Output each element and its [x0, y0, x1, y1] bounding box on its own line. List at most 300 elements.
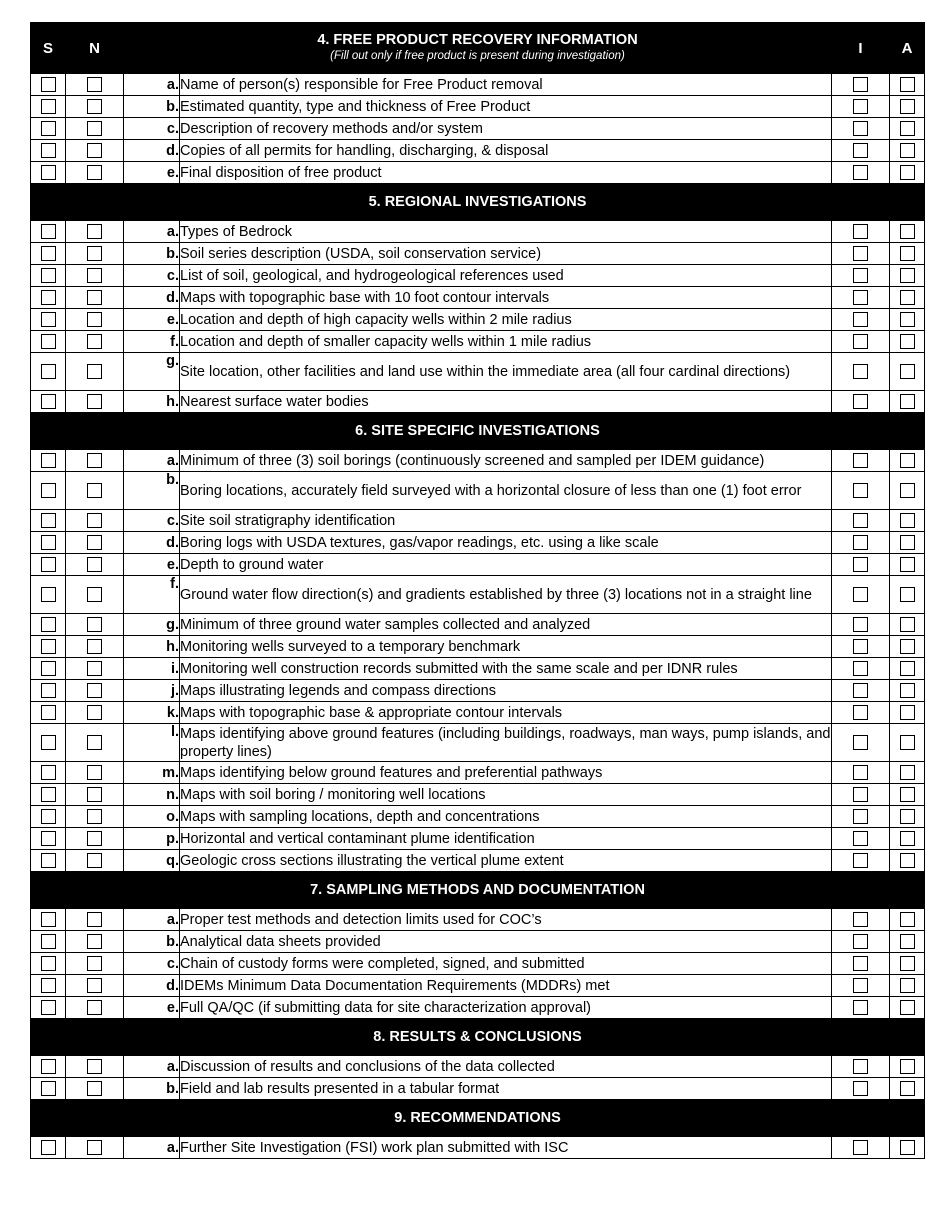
a-checkbox[interactable]: [900, 735, 915, 750]
i-cell: [832, 510, 890, 532]
a-checkbox[interactable]: [900, 268, 915, 283]
s-checkbox[interactable]: [41, 334, 56, 349]
s-checkbox[interactable]: [41, 557, 56, 572]
item-text: Maps with topographic base & appropriate contour intervals: [180, 702, 832, 724]
i-cell: [832, 243, 890, 265]
n-checkbox[interactable]: [87, 912, 102, 927]
checklist-row: [31, 1137, 925, 1159]
s-cell: [31, 680, 66, 702]
a-cell: [890, 510, 925, 532]
a-cell: [890, 931, 925, 953]
i-cell: [832, 1137, 890, 1159]
column-header-n: N: [66, 23, 124, 74]
checklist-row: [31, 140, 925, 162]
n-cell: [66, 953, 124, 975]
checklist-row: [31, 510, 925, 532]
i-checkbox[interactable]: [853, 1140, 868, 1155]
i-checkbox[interactable]: [853, 639, 868, 654]
i-cell: [832, 680, 890, 702]
n-checkbox[interactable]: [87, 683, 102, 698]
i-cell: [832, 576, 890, 614]
i-checkbox[interactable]: [853, 1081, 868, 1096]
i-cell: [832, 724, 890, 762]
s-cell: [31, 953, 66, 975]
checklist-row: [31, 806, 925, 828]
checklist-row: [31, 353, 925, 391]
i-checkbox[interactable]: [853, 557, 868, 572]
checklist-row: [31, 450, 925, 472]
item-letter: j.: [124, 680, 180, 702]
a-checkbox[interactable]: [900, 99, 915, 114]
a-cell: [890, 975, 925, 997]
s-checkbox[interactable]: [41, 1000, 56, 1015]
s-checkbox[interactable]: [41, 617, 56, 632]
i-checkbox[interactable]: [853, 1059, 868, 1074]
a-checkbox[interactable]: [900, 1140, 915, 1155]
a-checkbox[interactable]: [900, 853, 915, 868]
a-cell: [890, 140, 925, 162]
a-cell: [890, 784, 925, 806]
item-text: Proper test methods and detection limits used for COC’s: [180, 909, 832, 931]
checklist-row: [31, 614, 925, 636]
i-checkbox[interactable]: [853, 77, 868, 92]
s-checkbox[interactable]: [41, 77, 56, 92]
s-checkbox[interactable]: [41, 1059, 56, 1074]
i-checkbox[interactable]: [853, 453, 868, 468]
a-checkbox[interactable]: [900, 587, 915, 602]
s-cell: [31, 576, 66, 614]
item-letter: e.: [124, 997, 180, 1019]
column-header-s: S: [31, 23, 66, 74]
i-cell: [832, 658, 890, 680]
n-checkbox[interactable]: [87, 1081, 102, 1096]
checklist-row: [31, 243, 925, 265]
s-checkbox[interactable]: [41, 912, 56, 927]
i-checkbox[interactable]: [853, 99, 868, 114]
i-checkbox[interactable]: [853, 661, 868, 676]
n-checkbox[interactable]: [87, 809, 102, 824]
a-checkbox[interactable]: [900, 334, 915, 349]
s-checkbox[interactable]: [41, 394, 56, 409]
s-cell: [31, 74, 66, 96]
s-checkbox[interactable]: [41, 224, 56, 239]
i-checkbox[interactable]: [853, 735, 868, 750]
i-checkbox[interactable]: [853, 121, 868, 136]
n-checkbox[interactable]: [87, 705, 102, 720]
a-checkbox[interactable]: [900, 831, 915, 846]
s-checkbox[interactable]: [41, 268, 56, 283]
i-checkbox[interactable]: [853, 394, 868, 409]
n-checkbox[interactable]: [87, 513, 102, 528]
item-text: Boring logs with USDA textures, gas/vapor readings, etc. using a like scale: [180, 532, 832, 554]
n-cell: [66, 96, 124, 118]
section-title-cell: [124, 23, 832, 74]
a-cell: [890, 909, 925, 931]
s-cell: [31, 762, 66, 784]
i-checkbox[interactable]: [853, 224, 868, 239]
a-cell: [890, 702, 925, 724]
i-checkbox[interactable]: [853, 809, 868, 824]
item-letter: a.: [124, 74, 180, 96]
checklist-row: [31, 784, 925, 806]
item-letter: a.: [124, 450, 180, 472]
n-checkbox[interactable]: [87, 394, 102, 409]
checklist-row: [31, 997, 925, 1019]
i-checkbox[interactable]: [853, 143, 868, 158]
i-checkbox[interactable]: [853, 483, 868, 498]
a-checkbox[interactable]: [900, 224, 915, 239]
n-cell: [66, 309, 124, 331]
i-checkbox[interactable]: [853, 268, 868, 283]
a-checkbox[interactable]: [900, 1059, 915, 1074]
checklist-row: [31, 96, 925, 118]
n-cell: [66, 287, 124, 309]
a-cell: [890, 118, 925, 140]
s-checkbox[interactable]: [41, 1081, 56, 1096]
n-cell: [66, 975, 124, 997]
a-checkbox[interactable]: [900, 765, 915, 780]
s-checkbox[interactable]: [41, 99, 56, 114]
item-letter: b.: [124, 96, 180, 118]
s-checkbox[interactable]: [41, 121, 56, 136]
s-checkbox[interactable]: [41, 765, 56, 780]
section-header: [31, 413, 925, 450]
checklist-row: [31, 532, 925, 554]
a-checkbox[interactable]: [900, 364, 915, 379]
a-cell: [890, 828, 925, 850]
i-cell: [832, 762, 890, 784]
section-header: [31, 1019, 925, 1056]
s-cell: [31, 265, 66, 287]
n-checkbox[interactable]: [87, 956, 102, 971]
a-checkbox[interactable]: [900, 705, 915, 720]
checklist-row: [31, 287, 925, 309]
a-cell: [890, 532, 925, 554]
n-cell: [66, 353, 124, 391]
n-checkbox[interactable]: [87, 978, 102, 993]
s-checkbox[interactable]: [41, 853, 56, 868]
s-checkbox[interactable]: [41, 453, 56, 468]
n-checkbox[interactable]: [87, 290, 102, 305]
a-cell: [890, 1137, 925, 1159]
s-cell: [31, 975, 66, 997]
n-checkbox[interactable]: [87, 334, 102, 349]
checklist-row: [31, 472, 925, 510]
n-checkbox[interactable]: [87, 557, 102, 572]
s-cell: [31, 1078, 66, 1100]
checklist-row: [31, 953, 925, 975]
a-cell: [890, 472, 925, 510]
a-checkbox[interactable]: [900, 683, 915, 698]
item-letter: k.: [124, 702, 180, 724]
s-checkbox[interactable]: [41, 683, 56, 698]
n-checkbox[interactable]: [87, 587, 102, 602]
item-letter: p.: [124, 828, 180, 850]
n-checkbox[interactable]: [87, 934, 102, 949]
n-checkbox[interactable]: [87, 1000, 102, 1015]
a-checkbox[interactable]: [900, 978, 915, 993]
i-checkbox[interactable]: [853, 787, 868, 802]
s-checkbox[interactable]: [41, 934, 56, 949]
n-checkbox[interactable]: [87, 661, 102, 676]
i-checkbox[interactable]: [853, 617, 868, 632]
a-checkbox[interactable]: [900, 165, 915, 180]
section-title: 6. SITE SPECIFIC INVESTIGATIONS: [31, 413, 925, 450]
i-checkbox[interactable]: [853, 364, 868, 379]
a-checkbox[interactable]: [900, 912, 915, 927]
i-checkbox[interactable]: [853, 831, 868, 846]
a-cell: [890, 658, 925, 680]
i-checkbox[interactable]: [853, 165, 868, 180]
n-checkbox[interactable]: [87, 312, 102, 327]
n-cell: [66, 997, 124, 1019]
item-letter: e.: [124, 309, 180, 331]
s-checkbox[interactable]: [41, 705, 56, 720]
s-checkbox[interactable]: [41, 364, 56, 379]
item-letter: f.: [124, 576, 180, 614]
item-text: Depth to ground water: [180, 554, 832, 576]
s-checkbox[interactable]: [41, 165, 56, 180]
i-checkbox[interactable]: [853, 705, 868, 720]
n-cell: [66, 614, 124, 636]
item-letter: c.: [124, 265, 180, 287]
item-text: Copies of all permits for handling, discharging, & disposal: [180, 140, 832, 162]
s-checkbox[interactable]: [41, 809, 56, 824]
s-checkbox[interactable]: [41, 978, 56, 993]
item-text: Further Site Investigation (FSI) work plan submitted with ISC: [180, 1137, 832, 1159]
n-checkbox[interactable]: [87, 1059, 102, 1074]
a-cell: [890, 997, 925, 1019]
i-cell: [832, 1078, 890, 1100]
a-checkbox[interactable]: [900, 956, 915, 971]
item-letter: n.: [124, 784, 180, 806]
s-checkbox[interactable]: [41, 639, 56, 654]
a-checkbox[interactable]: [900, 934, 915, 949]
i-cell: [832, 975, 890, 997]
checklist-row: [31, 162, 925, 184]
i-checkbox[interactable]: [853, 978, 868, 993]
i-checkbox[interactable]: [853, 934, 868, 949]
a-cell: [890, 636, 925, 658]
n-checkbox[interactable]: [87, 787, 102, 802]
a-cell: [890, 450, 925, 472]
a-checkbox[interactable]: [900, 809, 915, 824]
a-checkbox[interactable]: [900, 513, 915, 528]
i-cell: [832, 287, 890, 309]
i-cell: [832, 265, 890, 287]
a-checkbox[interactable]: [900, 143, 915, 158]
i-checkbox[interactable]: [853, 312, 868, 327]
a-checkbox[interactable]: [900, 121, 915, 136]
item-letter: g.: [124, 353, 180, 391]
a-cell: [890, 576, 925, 614]
s-checkbox[interactable]: [41, 1140, 56, 1155]
item-letter: d.: [124, 532, 180, 554]
s-checkbox[interactable]: [41, 831, 56, 846]
i-cell: [832, 331, 890, 353]
i-cell: [832, 784, 890, 806]
n-checkbox[interactable]: [87, 77, 102, 92]
i-checkbox[interactable]: [853, 535, 868, 550]
n-checkbox[interactable]: [87, 639, 102, 654]
i-checkbox[interactable]: [853, 334, 868, 349]
a-checkbox[interactable]: [900, 661, 915, 676]
checklist-row: [31, 221, 925, 243]
s-cell: [31, 1056, 66, 1078]
item-letter: e.: [124, 162, 180, 184]
i-cell: [832, 614, 890, 636]
n-checkbox[interactable]: [87, 165, 102, 180]
s-checkbox[interactable]: [41, 787, 56, 802]
item-letter: g.: [124, 614, 180, 636]
i-checkbox[interactable]: [853, 587, 868, 602]
i-cell: [832, 702, 890, 724]
item-text: Full QA/QC (if submitting data for site characterization approval): [180, 997, 832, 1019]
item-text: Minimum of three ground water samples collected and analyzed: [180, 614, 832, 636]
s-cell: [31, 828, 66, 850]
a-checkbox[interactable]: [900, 246, 915, 261]
s-cell: [31, 658, 66, 680]
a-checkbox[interactable]: [900, 535, 915, 550]
item-text: Description of recovery methods and/or system: [180, 118, 832, 140]
i-cell: [832, 162, 890, 184]
s-checkbox[interactable]: [41, 143, 56, 158]
n-cell: [66, 724, 124, 762]
n-cell: [66, 1137, 124, 1159]
n-cell: [66, 265, 124, 287]
n-checkbox[interactable]: [87, 224, 102, 239]
item-letter: b.: [124, 472, 180, 510]
a-checkbox[interactable]: [900, 394, 915, 409]
i-cell: [832, 828, 890, 850]
item-letter: d.: [124, 287, 180, 309]
a-cell: [890, 287, 925, 309]
i-checkbox[interactable]: [853, 290, 868, 305]
n-cell: [66, 118, 124, 140]
item-text: Discussion of results and conclusions of the data collected: [180, 1056, 832, 1078]
s-checkbox[interactable]: [41, 312, 56, 327]
s-checkbox[interactable]: [41, 513, 56, 528]
i-checkbox[interactable]: [853, 246, 868, 261]
a-checkbox[interactable]: [900, 639, 915, 654]
i-checkbox[interactable]: [853, 765, 868, 780]
s-checkbox[interactable]: [41, 246, 56, 261]
s-checkbox[interactable]: [41, 290, 56, 305]
a-checkbox[interactable]: [900, 290, 915, 305]
s-cell: [31, 636, 66, 658]
a-checkbox[interactable]: [900, 787, 915, 802]
item-text: Minimum of three (3) soil borings (continuously screened and sampled per IDEM guidance): [180, 450, 832, 472]
s-cell: [31, 554, 66, 576]
a-cell: [890, 762, 925, 784]
section-title: 9. RECOMMENDATIONS: [31, 1100, 925, 1137]
n-checkbox[interactable]: [87, 268, 102, 283]
s-checkbox[interactable]: [41, 587, 56, 602]
i-checkbox[interactable]: [853, 853, 868, 868]
n-cell: [66, 702, 124, 724]
s-checkbox[interactable]: [41, 483, 56, 498]
n-checkbox[interactable]: [87, 765, 102, 780]
i-cell: [832, 221, 890, 243]
item-text: Horizontal and vertical contaminant plume identification: [180, 828, 832, 850]
item-text: Maps with soil boring / monitoring well locations: [180, 784, 832, 806]
n-checkbox[interactable]: [87, 831, 102, 846]
s-checkbox[interactable]: [41, 661, 56, 676]
item-text: Soil series description (USDA, soil conservation service): [180, 243, 832, 265]
item-letter: c.: [124, 953, 180, 975]
a-checkbox[interactable]: [900, 557, 915, 572]
item-letter: q.: [124, 850, 180, 872]
n-checkbox[interactable]: [87, 535, 102, 550]
checklist-row: [31, 828, 925, 850]
checklist-row: [31, 850, 925, 872]
s-cell: [31, 331, 66, 353]
i-checkbox[interactable]: [853, 1000, 868, 1015]
i-checkbox[interactable]: [853, 956, 868, 971]
n-cell: [66, 554, 124, 576]
n-checkbox[interactable]: [87, 121, 102, 136]
n-checkbox[interactable]: [87, 1140, 102, 1155]
n-cell: [66, 576, 124, 614]
checklist-row: [31, 658, 925, 680]
a-cell: [890, 850, 925, 872]
item-letter: a.: [124, 1056, 180, 1078]
item-text: Maps with sampling locations, depth and concentrations: [180, 806, 832, 828]
item-text: Estimated quantity, type and thickness of Free Product: [180, 96, 832, 118]
a-checkbox[interactable]: [900, 1081, 915, 1096]
s-checkbox[interactable]: [41, 535, 56, 550]
a-checkbox[interactable]: [900, 483, 915, 498]
a-checkbox[interactable]: [900, 1000, 915, 1015]
section-header: [31, 1100, 925, 1137]
item-text: Final disposition of free product: [180, 162, 832, 184]
n-checkbox[interactable]: [87, 453, 102, 468]
a-cell: [890, 265, 925, 287]
n-cell: [66, 784, 124, 806]
n-checkbox[interactable]: [87, 99, 102, 114]
n-checkbox[interactable]: [87, 617, 102, 632]
checklist-row: [31, 1056, 925, 1078]
a-cell: [890, 331, 925, 353]
section-title: 5. REGIONAL INVESTIGATIONS: [31, 184, 925, 221]
s-cell: [31, 287, 66, 309]
i-checkbox[interactable]: [853, 912, 868, 927]
item-letter: d.: [124, 975, 180, 997]
item-letter: m.: [124, 762, 180, 784]
item-letter: o.: [124, 806, 180, 828]
n-checkbox[interactable]: [87, 853, 102, 868]
checklist-row: [31, 680, 925, 702]
n-checkbox[interactable]: [87, 735, 102, 750]
s-checkbox[interactable]: [41, 735, 56, 750]
i-checkbox[interactable]: [853, 683, 868, 698]
s-cell: [31, 96, 66, 118]
n-checkbox[interactable]: [87, 483, 102, 498]
s-cell: [31, 806, 66, 828]
n-checkbox[interactable]: [87, 246, 102, 261]
i-checkbox[interactable]: [853, 513, 868, 528]
n-checkbox[interactable]: [87, 143, 102, 158]
i-cell: [832, 850, 890, 872]
s-checkbox[interactable]: [41, 956, 56, 971]
n-checkbox[interactable]: [87, 364, 102, 379]
a-checkbox[interactable]: [900, 453, 915, 468]
item-letter: b.: [124, 243, 180, 265]
a-checkbox[interactable]: [900, 617, 915, 632]
a-checkbox[interactable]: [900, 312, 915, 327]
a-checkbox[interactable]: [900, 77, 915, 92]
a-cell: [890, 162, 925, 184]
